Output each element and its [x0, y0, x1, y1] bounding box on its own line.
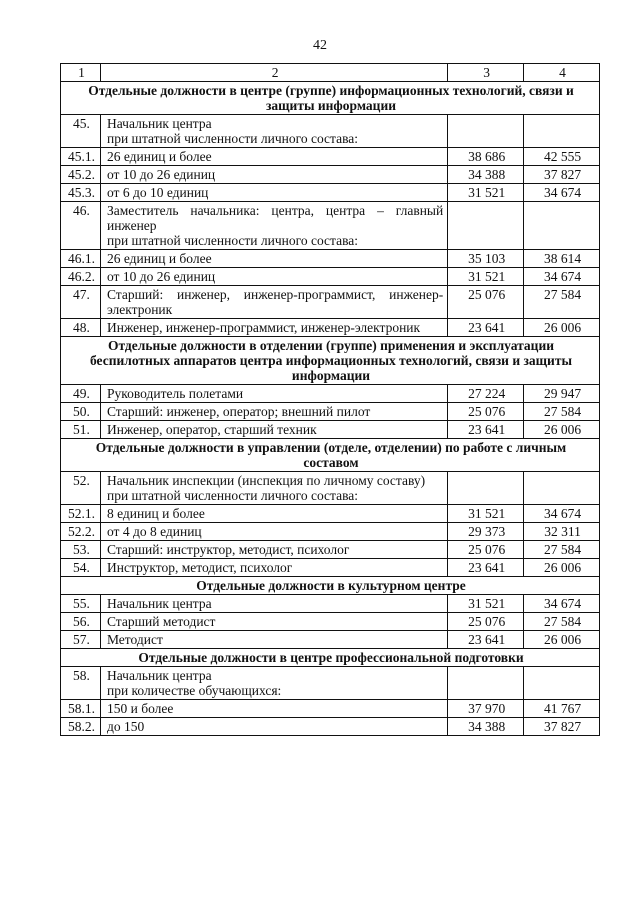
row-number: 45.3. [61, 184, 101, 202]
salary-value-col4: 27 584 [524, 541, 600, 559]
row-number: 54. [61, 559, 101, 577]
table-row [61, 268, 600, 286]
table-row [61, 250, 600, 268]
position-name: Заместитель начальника: центра, центра – главный инженер при штатной численности личного состава: [100, 202, 447, 250]
salary-value-col4: 27 584 [524, 403, 600, 421]
salary-value-col3: 25 076 [448, 613, 524, 631]
salary-value-col3: 27 224 [448, 385, 524, 403]
row-number: 47. [61, 286, 101, 319]
table-row [61, 319, 600, 337]
salary-value-col4: 27 584 [524, 613, 600, 631]
header-cell-1: 1 [61, 64, 101, 82]
table-row [61, 184, 600, 202]
table-row [61, 667, 600, 700]
position-name: Инженер, оператор, старший техник [100, 421, 447, 439]
row-number: 49. [61, 385, 101, 403]
table-row [61, 700, 600, 718]
salary-value-col3 [448, 667, 524, 700]
position-name: 26 единиц и более [100, 250, 447, 268]
row-number: 58. [61, 667, 101, 700]
table-row [61, 385, 600, 403]
salary-value-col3: 23 641 [448, 559, 524, 577]
salary-value-col3: 31 521 [448, 505, 524, 523]
position-name: от 4 до 8 единиц [100, 523, 447, 541]
position-name: 26 единиц и более [100, 148, 447, 166]
salary-value-col4: 34 674 [524, 268, 600, 286]
salary-value-col4: 34 674 [524, 184, 600, 202]
position-name: Старший: инженер, оператор; внешний пилот [100, 403, 447, 421]
table-row [61, 595, 600, 613]
table-row [61, 115, 600, 148]
table-row [61, 202, 600, 250]
row-number: 52. [61, 472, 101, 505]
section-title: Отдельные должности в управлении (отделе, отделении) по работе с личным составом [61, 439, 600, 472]
row-number: 56. [61, 613, 101, 631]
row-number: 53. [61, 541, 101, 559]
row-number: 48. [61, 319, 101, 337]
position-name: Начальник центра [100, 595, 447, 613]
row-number: 50. [61, 403, 101, 421]
section-header-row [61, 439, 600, 472]
table-row [61, 631, 600, 649]
row-number: 58.1. [61, 700, 101, 718]
row-number: 45.2. [61, 166, 101, 184]
row-number: 51. [61, 421, 101, 439]
table-body [61, 64, 600, 736]
section-title: Отдельные должности в центре профессиональной подготовки [61, 649, 600, 667]
salary-value-col4: 42 555 [524, 148, 600, 166]
salary-value-col3: 31 521 [448, 595, 524, 613]
row-number: 46.2. [61, 268, 101, 286]
section-header-row [61, 577, 600, 595]
header-cell-4: 4 [524, 64, 600, 82]
row-number: 46. [61, 202, 101, 250]
row-number: 57. [61, 631, 101, 649]
page-number: 42 [313, 38, 327, 53]
salary-value-col3: 23 641 [448, 319, 524, 337]
section-title: Отдельные должности в центре (группе) информационных технологий, связи и защиты информации [61, 82, 600, 115]
salary-value-col4: 41 767 [524, 700, 600, 718]
salary-value-col3 [448, 202, 524, 250]
salary-value-col4: 37 827 [524, 166, 600, 184]
salary-value-col3: 23 641 [448, 631, 524, 649]
position-name: Начальник инспекции (инспекция по личному составу) при штатной численности личного состава: [100, 472, 447, 505]
salary-value-col4: 26 006 [524, 421, 600, 439]
header-cell-2: 2 [100, 64, 447, 82]
position-name: Руководитель полетами [100, 385, 447, 403]
table-row [61, 421, 600, 439]
table-row [61, 505, 600, 523]
table-row [61, 403, 600, 421]
section-title: Отдельные должности в отделении (группе) применения и эксплуатации беспилотных аппаратов центра информационных технологий, связи и защиты информации [61, 337, 600, 385]
salary-value-col4: 32 311 [524, 523, 600, 541]
header-row [61, 64, 600, 82]
salary-value-col4: 26 006 [524, 319, 600, 337]
salary-value-col3: 34 388 [448, 166, 524, 184]
position-name: от 10 до 26 единиц [100, 166, 447, 184]
row-number: 58.2. [61, 718, 101, 736]
position-name: от 6 до 10 единиц [100, 184, 447, 202]
position-name: Старший: инженер, инженер-программист, инженер-электроник [100, 286, 447, 319]
row-number: 45.1. [61, 148, 101, 166]
salary-value-col3: 37 970 [448, 700, 524, 718]
section-header-row [61, 82, 600, 115]
section-title: Отдельные должности в культурном центре [61, 577, 600, 595]
salary-value-col3: 25 076 [448, 286, 524, 319]
row-number: 45. [61, 115, 101, 148]
position-name: 150 и более [100, 700, 447, 718]
salary-value-col3: 29 373 [448, 523, 524, 541]
table-row [61, 613, 600, 631]
position-name: от 10 до 26 единиц [100, 268, 447, 286]
table-row [61, 523, 600, 541]
salary-value-col3: 25 076 [448, 403, 524, 421]
salary-value-col3: 31 521 [448, 268, 524, 286]
table-row [61, 559, 600, 577]
salary-value-col4 [524, 667, 600, 700]
position-name: Старший методист [100, 613, 447, 631]
row-number: 55. [61, 595, 101, 613]
table-row [61, 718, 600, 736]
salary-value-col3: 35 103 [448, 250, 524, 268]
salary-value-col3: 34 388 [448, 718, 524, 736]
position-name: до 150 [100, 718, 447, 736]
position-name: Методист [100, 631, 447, 649]
salary-value-col4 [524, 202, 600, 250]
table-row [61, 166, 600, 184]
row-number: 52.2. [61, 523, 101, 541]
table-row [61, 148, 600, 166]
section-header-row [61, 337, 600, 385]
header-cell-3: 3 [448, 64, 524, 82]
salary-value-col4 [524, 472, 600, 505]
salary-value-col3: 38 686 [448, 148, 524, 166]
salary-value-col4: 38 614 [524, 250, 600, 268]
row-number: 52.1. [61, 505, 101, 523]
table-row [61, 286, 600, 319]
salary-value-col4: 27 584 [524, 286, 600, 319]
position-name: Начальник центра при количестве обучающихся: [100, 667, 447, 700]
salary-value-col4: 34 674 [524, 505, 600, 523]
section-header-row [61, 649, 600, 667]
salary-value-col4: 26 006 [524, 559, 600, 577]
salary-value-col4: 26 006 [524, 631, 600, 649]
salary-value-col4: 34 674 [524, 595, 600, 613]
salary-value-col3 [448, 115, 524, 148]
salary-value-col3: 25 076 [448, 541, 524, 559]
position-name: Инженер, инженер-программист, инженер-электроник [100, 319, 447, 337]
salary-value-col4: 37 827 [524, 718, 600, 736]
table-row [61, 472, 600, 505]
position-name: Старший: инструктор, методист, психолог [100, 541, 447, 559]
salary-value-col3: 23 641 [448, 421, 524, 439]
table-row [61, 541, 600, 559]
salary-value-col3 [448, 472, 524, 505]
salary-value-col4 [524, 115, 600, 148]
position-name: 8 единиц и более [100, 505, 447, 523]
row-number: 46.1. [61, 250, 101, 268]
salary-table [60, 63, 600, 736]
salary-value-col3: 31 521 [448, 184, 524, 202]
salary-value-col4: 29 947 [524, 385, 600, 403]
position-name: Начальник центра при штатной численности личного состава: [100, 115, 447, 148]
position-name: Инструктор, методист, психолог [100, 559, 447, 577]
